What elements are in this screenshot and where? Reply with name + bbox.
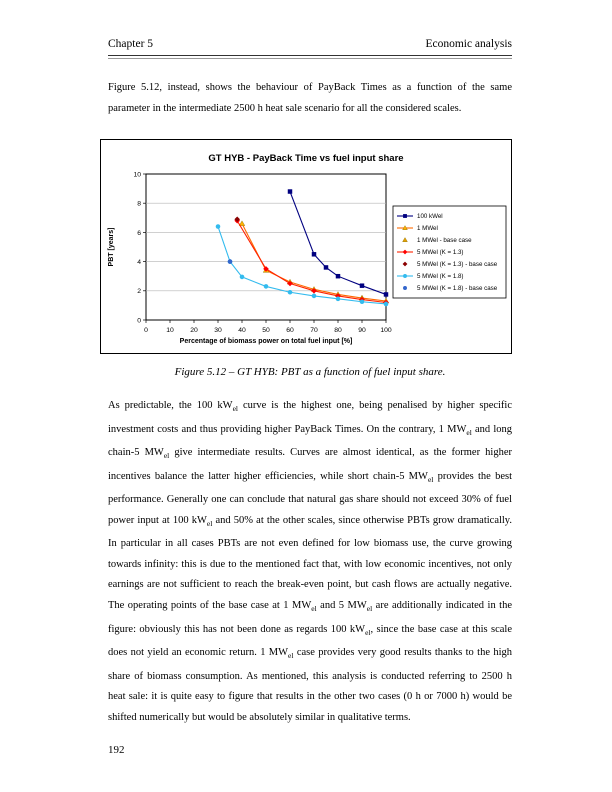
x-tick-label: 90 (358, 327, 366, 334)
x-tick-label: 0 (144, 327, 148, 334)
legend-label: 1 MWel (417, 225, 438, 233)
y-tick-label: 8 (137, 200, 141, 208)
data-marker (384, 302, 389, 307)
x-tick-label: 60 (286, 327, 294, 334)
page-number: 192 (108, 744, 125, 756)
body-paragraph: As predictable, the 100 $kW_{el}$ curve is the highest one, being penalised by higher specific investment costs and thus providing higher PayBack Times. On the contrary, 1 $MW_{el}$ and long chain-5 $MW_{el}$ give intermediate results. Curves are almost identical, as the former higher incentives balance the latter higher efficiencies, while short chain-5 $MW_{el}$ provides the best performance. Generally one can conclude that natural gas share should not exceed 30% of fuel power input at 100 $kW_{el}$ and 50% at the other scales, since otherwise PBTs grow dramatically. In particular in all cases PBTs are not even defined for low biomass use, the curve growing towards infinity: this is due to the mentioned fact that, with low economic incentives, not only earnings are not sufficient to reach the break-even point, but cash flows are actually negative. The operating points of the base case at 1 $MW_{el}$ and 5 $MW_{el}$ are additionally indicated in the figure: obviously this has not been done as regards 100 $kW_{el}$, since the base case at this scale does not yield an economic return. 1 $MW_{el}$ case provides very good results thanks to the high share of biomass consumption. As mentioned, this analysis is conducted referring to 2500 h heat sale: it is quite easy to figure that results in the other two cases (0 h or 7000 h) would be shifted numerically but would be absolutely similar in qualitative terms. (108, 400, 513, 723)
legend-label: 100 kWel (417, 213, 443, 221)
legend-label: 5 MWel (K = 1.3) (417, 249, 464, 257)
data-marker (288, 290, 293, 295)
data-marker (288, 189, 292, 193)
y-tick-label: 6 (137, 229, 141, 237)
data-marker (336, 274, 340, 278)
data-marker (403, 274, 407, 278)
y-tick-label: 10 (133, 171, 141, 179)
y-tick-label: 2 (137, 288, 141, 296)
x-tick-label: 20 (190, 327, 198, 334)
data-marker (384, 292, 388, 296)
intro-paragraph: Figure 5.12, instead, shows the behaviour of PayBack Times as a function of the same parameter in the intermediate 2500 h heat sale scenario for all the considered scales. (108, 82, 512, 114)
x-tick-label: 50 (262, 327, 270, 334)
x-axis-title: Percentage of biomass power on total fuel input [%] (179, 338, 353, 345)
y-axis-title: PBT [years] (108, 227, 115, 267)
data-marker (312, 294, 317, 299)
header-rule (108, 55, 512, 59)
legend-label: 1 MWel - base case (417, 237, 472, 245)
data-marker (240, 275, 245, 280)
y-tick-label: 0 (137, 317, 141, 325)
data-marker (336, 297, 341, 302)
figure-box (100, 139, 512, 354)
data-marker (324, 265, 328, 269)
data-marker (264, 284, 269, 289)
chart-title: GT HYB - PayBack Time vs fuel input share (208, 153, 404, 164)
figure-caption: Figure 5.12 – GT HYB: PBT as a function of fuel input share. (174, 366, 446, 378)
header-chapter: Chapter 5 (108, 38, 154, 50)
legend-label: 5 MWel (K = 1.8) - base case (417, 285, 498, 293)
data-marker (403, 214, 407, 218)
y-tick-label: 4 (137, 259, 141, 266)
data-marker (216, 224, 221, 229)
legend-label: 5 MWel (K = 1.3) - base case (417, 261, 498, 269)
x-tick-label: 70 (310, 327, 318, 334)
x-tick-label: 80 (334, 327, 342, 334)
header-section: Economic analysis (425, 38, 512, 50)
data-marker (360, 283, 364, 287)
x-tick-label: 30 (214, 327, 222, 334)
x-tick-label: 100 (380, 327, 392, 334)
x-tick-label: 10 (166, 327, 174, 334)
data-marker (312, 252, 316, 256)
chart-svg (101, 140, 511, 353)
data-marker (228, 259, 233, 264)
page-header (0, 0, 612, 50)
legend-label: 5 MWel (K = 1.8) (417, 273, 464, 281)
data-marker (360, 299, 365, 304)
x-tick-label: 40 (238, 327, 246, 334)
data-marker (403, 286, 407, 290)
